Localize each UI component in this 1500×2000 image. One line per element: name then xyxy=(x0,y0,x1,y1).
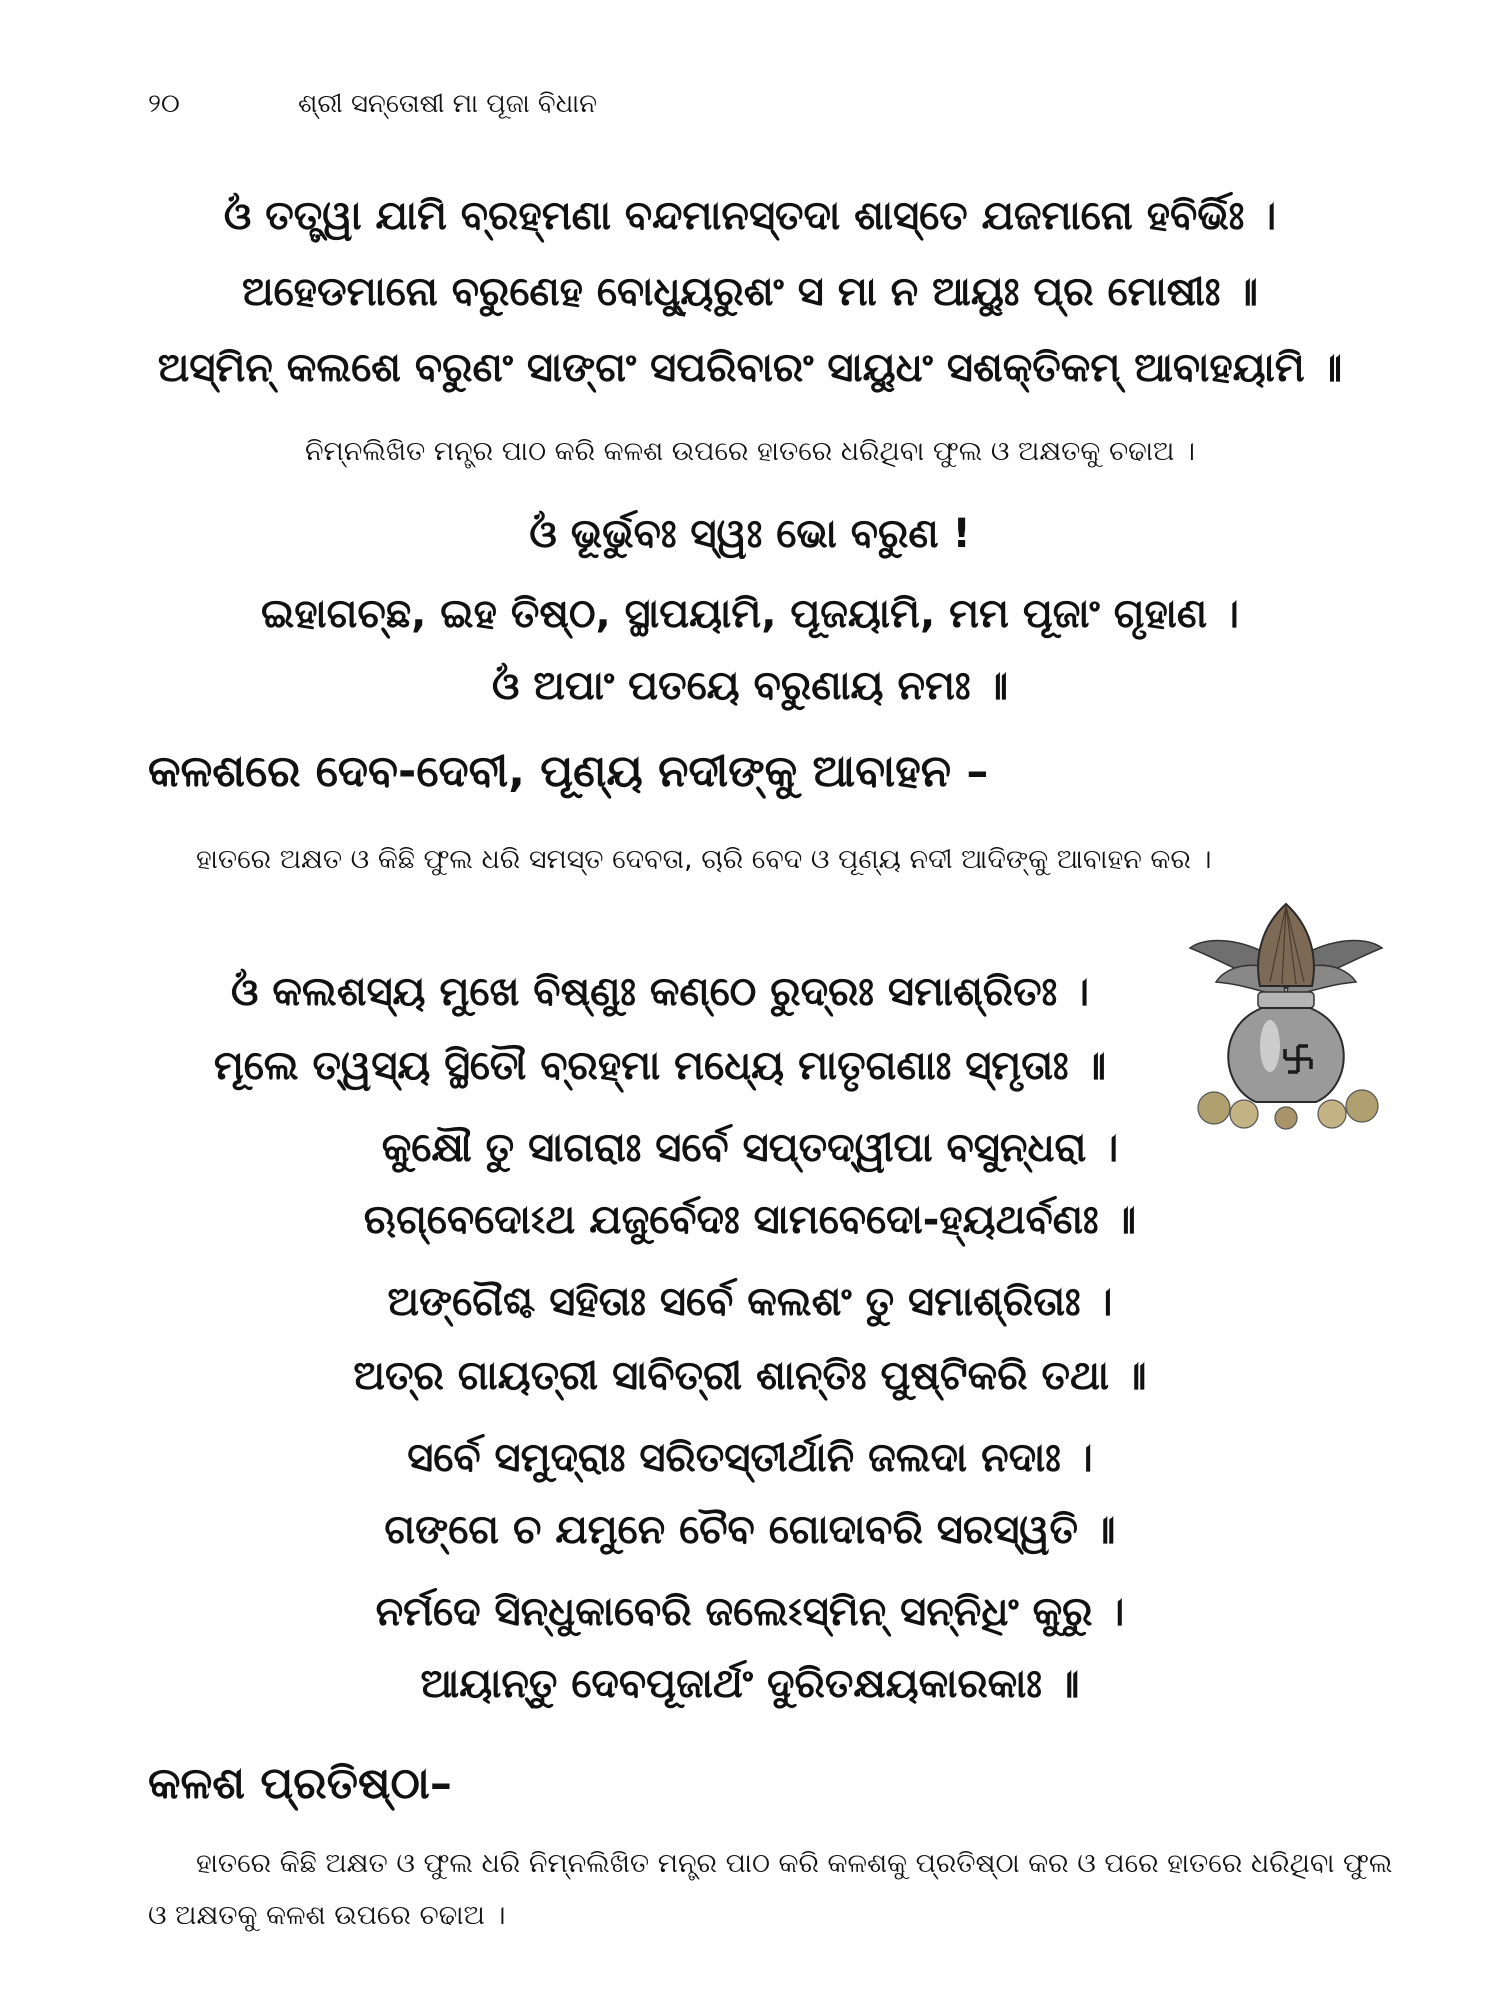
section-text-pratishtha-content: ହାତରେ କିଛି ଅକ୍ଷତ ଓ ଫୁଲ ଧରି ନିମ୍ନଲିଖିତ ମନ୍ତ୍ର ପାଠ କରି କଳଶକୁ ପ୍ରତିଷ୍ଠା କର ଓ ପରେ ହାତରେ ଧରିଥିବା ଫୁଲ ଓ ଅକ୍ଷତକୁ କଳଶ ଉପରେ ଚଢାଅ । xyxy=(148,1848,1393,1931)
kalash-verse-9: ନର୍ମଦେ ସିନ୍ଧୁକାବେରି ଜଲେଽସ୍ମିନ୍ ସନ୍ନିଧିଂ କୁରୁ । xyxy=(375,1589,1125,1635)
kalash-verse-1: ଓଁ କଲଶସ୍ୟ ମୁଖେ ବିଷ୍ଣୁଃ କଣ୍ଠେ ରୁଦ୍ରଃ ସମାଶ୍ରିତଃ । xyxy=(230,969,1090,1015)
varuna-mantra-line-3: ଅସ୍ମିନ୍ କଲଶେ ବରୁଣଂ ସାଙ୍ଗଂ ସପରିବାରଂ ସାୟୁଧଂ ସଶକ୍ତିକମ୍ ଆବାହୟାମି ॥ xyxy=(157,345,1343,391)
kalash-icon xyxy=(1186,896,1386,1130)
section-text-pratishtha xyxy=(148,1838,1400,1948)
varuna-mantra-line-2: ଅହେଡମାନୋ ବରୁଣେହ ବୋଧ୍ୟୁରୁଶଂ ସ ମା ନ ଆୟୁଃ ପ୍ର ମୋଷୀଃ ॥ xyxy=(242,269,1258,315)
kalash-verse-3: କୁକ୍ଷୌ ତୁ ସାଗରାଃ ସର୍ବେ ସପ୍ତଦ୍ୱୀପା ବସୁନ୍ଧରା । xyxy=(381,1125,1119,1171)
kalash-verse-4: ଋଗ୍‌ବେଦୋଽଥ ଯଜୁର୍ବେଦଃ ସାମବେଦୋ-ହ୍ୟଥର୍ବଣଃ ॥ xyxy=(363,1197,1137,1243)
kalash-verse-7: ସର୍ବେ ସମୁଦ୍ରାଃ ସରିତସ୍ତୀର୍ଥାନି ଜଲଦା ନଦାଃ । xyxy=(407,1435,1093,1481)
running-title: ଶ୍ରୀ ସନ୍ତୋଷୀ ମା ପୂଜା ବିଧାନ xyxy=(298,89,598,119)
running-header xyxy=(148,84,1360,124)
invocation-line-1: ଓଁ ଭୂର୍ଭୁବଃ ସ୍ୱଃ ଭୋ ବରୁଣ ! xyxy=(529,511,971,557)
page-number: ୨୦ xyxy=(148,89,180,119)
invocation-line-3: ଓଁ ଅପାଂ ପତୟେ ବରୁଣାୟ ନମଃ ॥ xyxy=(491,663,1009,709)
section-text-avahana-content: ହାତରେ ଅକ୍ଷତ ଓ କିଛି ଫୁଲ ଧରି ସମସ୍ତ ଦେବତା, ଚାରି ବେଦ ଓ ପୂଣ୍ୟ ନଦୀ ଆଦିଙ୍କୁ ଆବାହନ କର । xyxy=(196,844,1212,875)
kalash-verse-10: ଆୟାନ୍ତୁ ଦେବପୂଜାର୍ଥଂ ଦୁରିତକ୍ଷୟକାରକାଃ ॥ xyxy=(420,1661,1080,1707)
invocation-line-2: ଇହାଗଚ୍ଛ, ଇହ ତିଷ୍ଠ, ସ୍ଥାପୟାମି, ପୂଜୟାମି, ମମ ପୂଜାଂ ଗୃହାଣ । xyxy=(260,591,1240,637)
instruction-line: ନିମ୍ନଲିଖିତ ମନ୍ତ୍ର ପାଠ କରି କଳଶ ଉପରେ ହାତରେ ଧରିଥିବା ଫୁଲ ଓ ଅକ୍ଷତକୁ ଚଢାଅ । xyxy=(304,436,1196,467)
kalash-verse-8: ଗଙ୍ଗେ ଚ ଯମୁନେ ଚୈବ ଗୋଦାବରି ସରସ୍ୱତି ॥ xyxy=(384,1507,1116,1553)
kalash-verse-5: ଅଙ୍ଗୈଶ୍ଚ ସହିତାଃ ସର୍ବେ କଲଶଂ ତୁ ସମାଶ୍ରିତାଃ । xyxy=(387,1279,1113,1325)
section-heading-pratishtha: କଳଶ ପ୍ରତିଷ୍ଠା– xyxy=(148,1758,452,1809)
kalash-verse-6: ଅତ୍ର ଗାୟତ୍ରୀ ସାବିତ୍ରୀ ଶାନ୍ତିଃ ପୁଷ୍ଟିକରି ତଥା ॥ xyxy=(353,1353,1147,1399)
varuna-mantra-line-1: ଓଁ ତତ୍ତ୍ୱା ଯାମି ବ୍ରହ୍ମଣା ବନ୍ଦମାନସ୍ତଦା ଶାସ୍ତେ ଯଜମାନୋ ହବିର୍ଭିଃ । xyxy=(223,193,1277,239)
section-heading-avahana: କଳଶରେ ଦେବ-ଦେବୀ, ପୂଣ୍ୟ ନଦୀଙ୍କୁ ଆବାହନ – xyxy=(148,746,989,797)
kalash-verse-2: ମୂଲେ ତ୍ୱସ୍ୟ ସ୍ଥିତୌ ବ୍ରହ୍ମା ମଧ୍ୟେ ମାତୃଗଣାଃ ସ୍ମୃତାଃ ॥ xyxy=(213,1043,1107,1089)
